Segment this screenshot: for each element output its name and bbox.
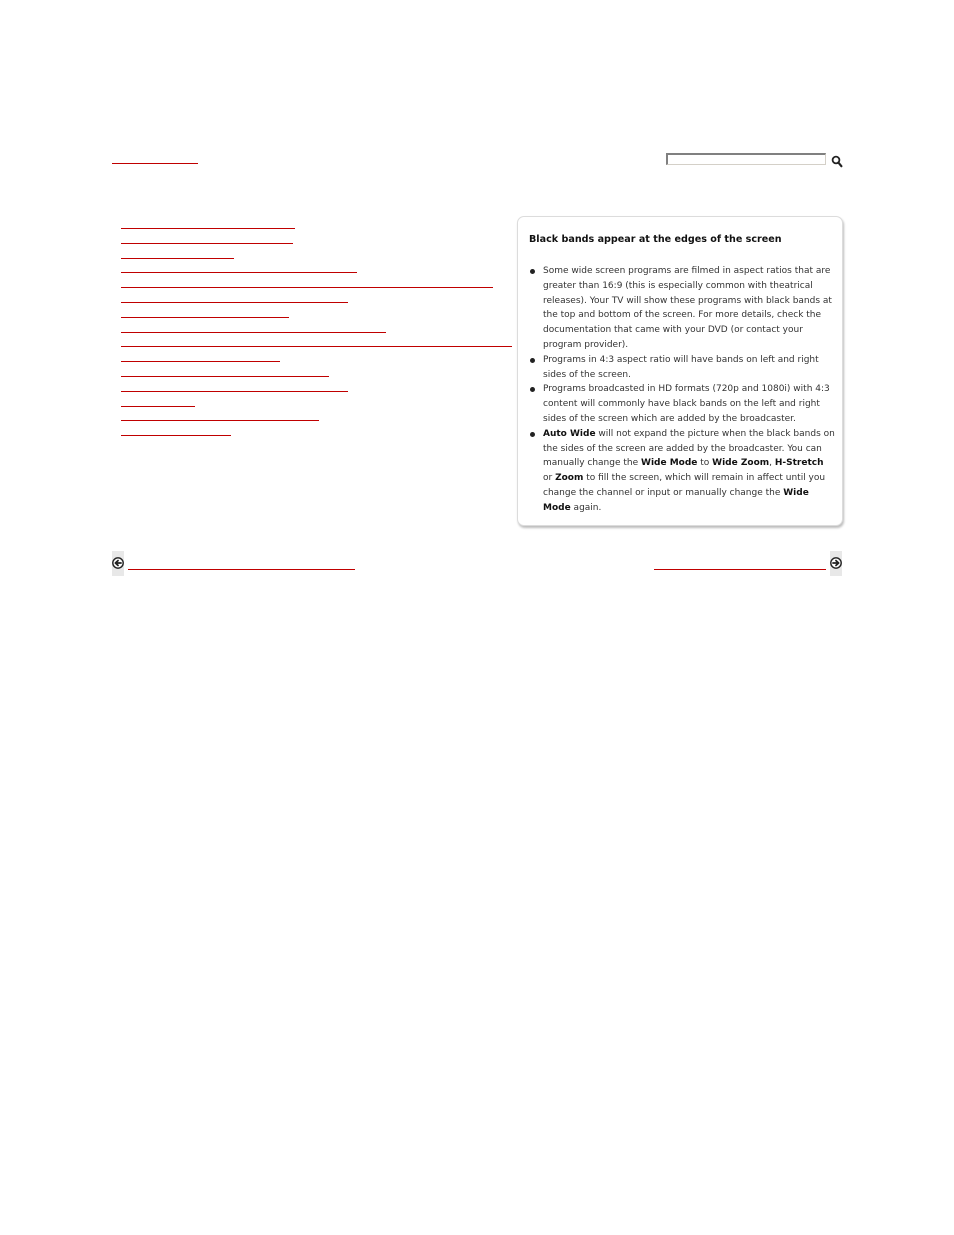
nav-link[interactable]	[121, 216, 295, 229]
prev-arrow-button[interactable]	[112, 551, 124, 576]
panel-bullet-list	[529, 264, 835, 516]
bold-term: Wide Zoom	[712, 458, 770, 469]
bullet-item	[529, 353, 835, 383]
nav-link[interactable]	[121, 260, 357, 273]
nav-link[interactable]	[121, 394, 195, 407]
bullet-item	[529, 264, 835, 353]
magnifier-icon	[831, 155, 843, 168]
left-arrow-icon	[112, 557, 124, 569]
nav-link[interactable]	[121, 364, 329, 377]
bullet-item	[529, 427, 835, 516]
nav-link[interactable]	[121, 290, 348, 303]
nav-link[interactable]	[121, 275, 493, 288]
text-run: will not expand the picture when the black bands on the sides of the screen are added by the broadcaster. You can manually change the	[543, 428, 835, 469]
text-run: ,	[769, 458, 775, 469]
text-run: or	[543, 473, 556, 484]
nav-link[interactable]	[121, 246, 234, 259]
bold-term: Wide Mode	[641, 458, 698, 469]
bullet-icon	[530, 269, 535, 274]
nav-link[interactable]	[121, 379, 348, 392]
nav-link[interactable]	[121, 408, 319, 421]
bullet-icon	[530, 387, 535, 392]
bullet-text: Programs broadcasted in HD formats (720p and 1080i) with 4:3 content will commonly have black bands on the left and right sides of the screen which are added by the broadcaster.	[543, 384, 830, 424]
search-button[interactable]	[831, 153, 843, 166]
nav-link[interactable]	[121, 349, 280, 362]
panel-title: Black bands appear at the edges of the screen	[529, 234, 782, 245]
search-input[interactable]	[666, 153, 826, 165]
nav-link[interactable]	[121, 334, 512, 347]
bullet-text: Some wide screen programs are filmed in aspect ratios that are greater than 16:9 (this is especially common with theatrical releases). Your TV will show these programs with black bands at the top and bottom of the screen. For more details, check the documentation that came with your DVD (or contact your program provider).	[543, 266, 832, 350]
bold-term: Wide Mode	[543, 487, 809, 513]
nav-link[interactable]	[121, 231, 293, 244]
bold-term: Auto Wide	[543, 428, 596, 439]
bullet-text	[543, 429, 835, 513]
bullet-text: Programs in 4:3 aspect ratio will have bands on left and right sides of the screen.	[543, 354, 819, 380]
right-arrow-icon	[830, 557, 842, 569]
top-link[interactable]	[112, 151, 198, 164]
nav-link[interactable]	[121, 305, 289, 318]
text-run: again.	[570, 502, 602, 513]
bullet-item	[529, 382, 835, 426]
bold-term: Zoom	[555, 473, 584, 484]
prev-page-link[interactable]	[128, 557, 355, 570]
next-page-link[interactable]	[654, 557, 826, 570]
bullet-icon	[530, 358, 535, 363]
next-arrow-button[interactable]	[830, 551, 842, 576]
troubleshooting-panel	[517, 216, 843, 526]
bold-term: H-Stretch	[774, 458, 824, 469]
text-run: to	[697, 458, 713, 469]
text-run: to fill the screen, which will remain in affect until you change the channel or input or manually change the	[543, 473, 826, 498]
bullet-icon	[530, 432, 535, 437]
nav-link[interactable]	[121, 423, 231, 436]
nav-link[interactable]	[121, 320, 386, 333]
